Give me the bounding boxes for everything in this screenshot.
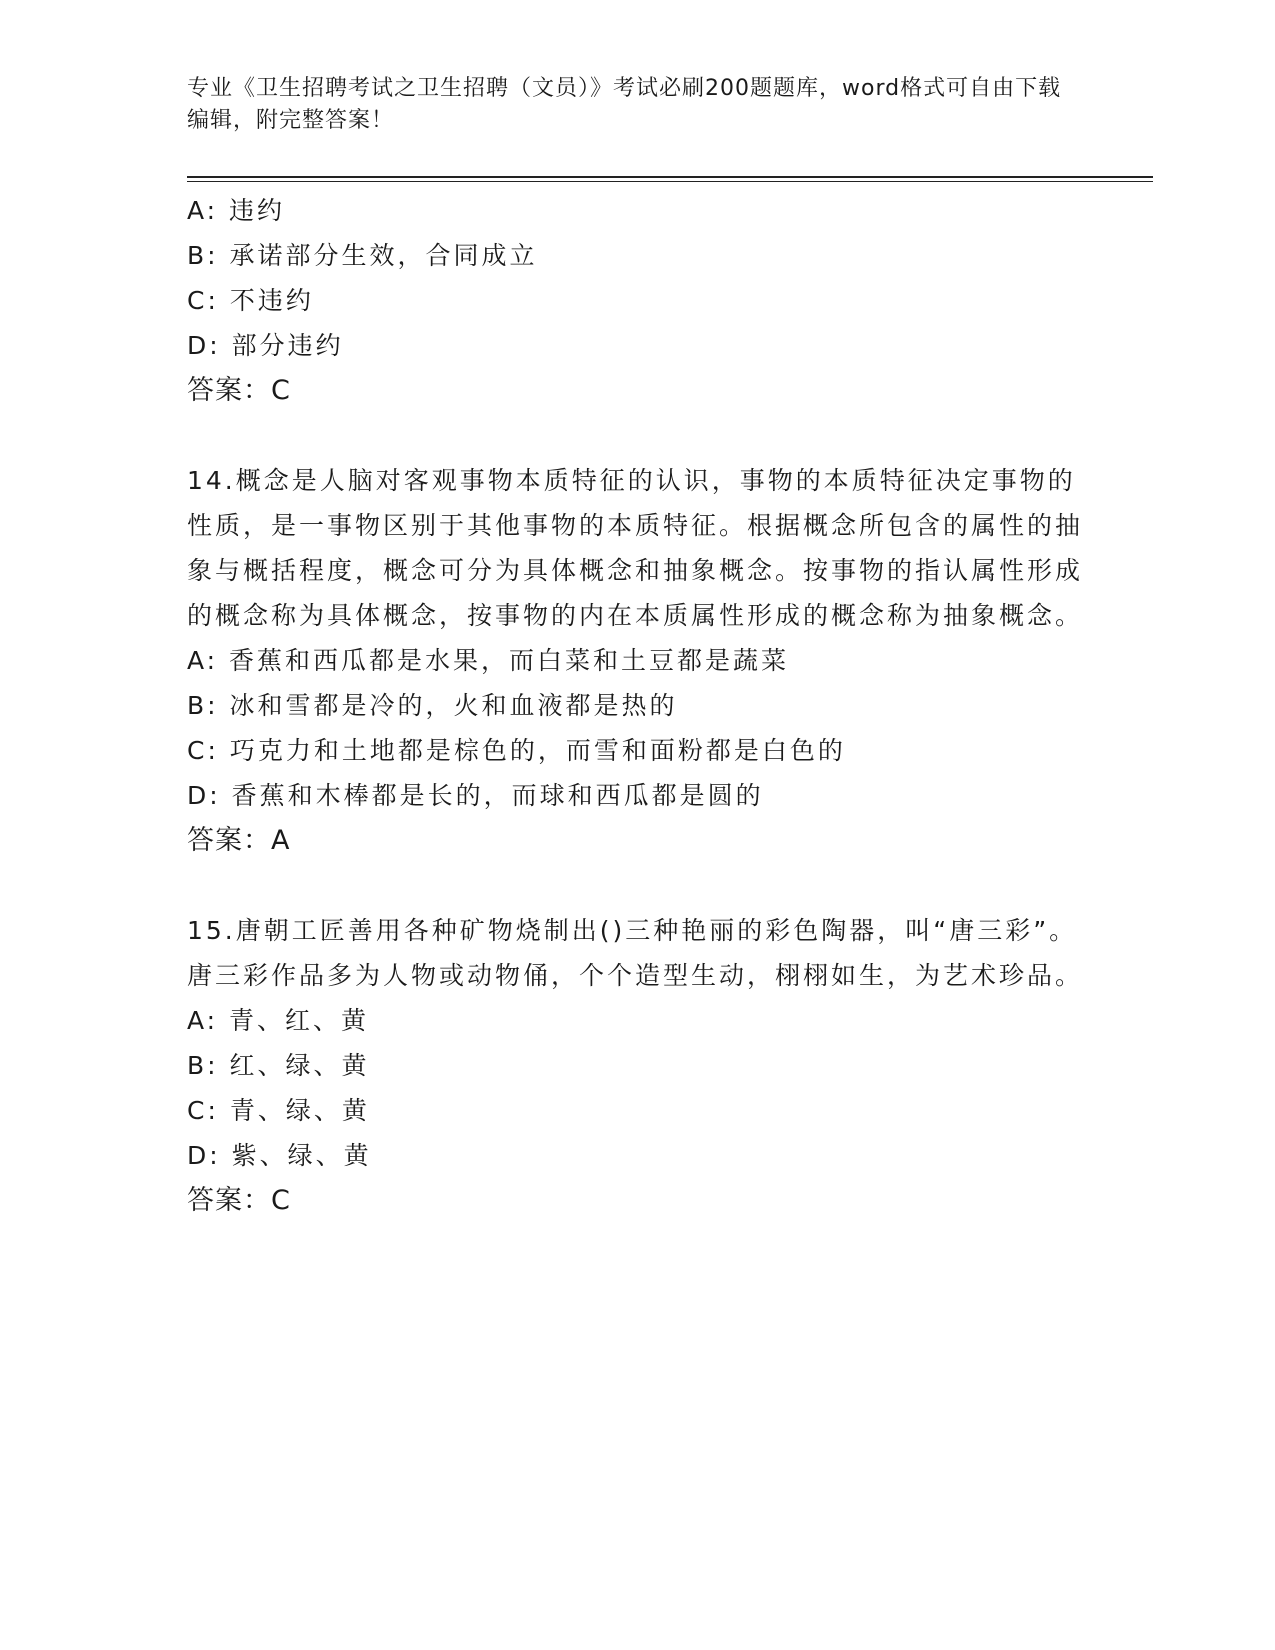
option-c: C: 青、绿、黄 bbox=[187, 1096, 370, 1125]
option-b: B: 冰和雪都是冷的，火和血液都是热的 bbox=[187, 691, 678, 720]
question-15 bbox=[187, 908, 1087, 1223]
answer-line: 答案：A bbox=[187, 825, 291, 856]
option-a: A: 香蕉和西瓜都是水果，而白菜和土豆都是蔬菜 bbox=[187, 646, 790, 675]
question-stem: 15.唐朝工匠善用各种矿物烧制出()三种艳丽的彩色陶器，叫“唐三彩”。唐三彩作品多为人物或动物俑，个个造型生动，栩栩如生，为艺术珍品。 bbox=[187, 916, 1084, 990]
question-stem: 14.概念是人脑对客观事物本质特征的认识，事物的本质特征决定事物的性质，是一事物区别于其他事物的本质特征。根据概念所包含的属性的抽象与概括程度，概念可分为具体概念和抽象概念。按事物的指认属性形成的概念称为具体概念，按事物的内在本质属性形成的概念称为抽象概念。 bbox=[187, 466, 1084, 630]
header-divider bbox=[187, 176, 1153, 182]
option-d: D: 部分违约 bbox=[187, 331, 344, 360]
page-header: 专业《卫生招聘考试之卫生招聘（文员）》考试必刷200题题库，word格式可自由下载编辑，附完整答案！ bbox=[187, 76, 1062, 133]
option-b: B: 红、绿、黄 bbox=[187, 1051, 370, 1080]
option-a: A: 违约 bbox=[187, 196, 286, 225]
option-a: A: 青、红、黄 bbox=[187, 1006, 370, 1035]
question-13 bbox=[187, 188, 1087, 413]
answer-line: 答案：C bbox=[187, 375, 291, 406]
question-14 bbox=[187, 458, 1087, 863]
option-c: C: 不违约 bbox=[187, 286, 314, 315]
document-body bbox=[187, 188, 1087, 1223]
option-d: D: 香蕉和木棒都是长的，而球和西瓜都是圆的 bbox=[187, 781, 764, 810]
option-c: C: 巧克力和土地都是棕色的，而雪和面粉都是白色的 bbox=[187, 736, 846, 765]
option-b: B: 承诺部分生效，合同成立 bbox=[187, 241, 538, 270]
answer-line: 答案：C bbox=[187, 1185, 291, 1216]
option-d: D: 紫、绿、黄 bbox=[187, 1141, 372, 1170]
